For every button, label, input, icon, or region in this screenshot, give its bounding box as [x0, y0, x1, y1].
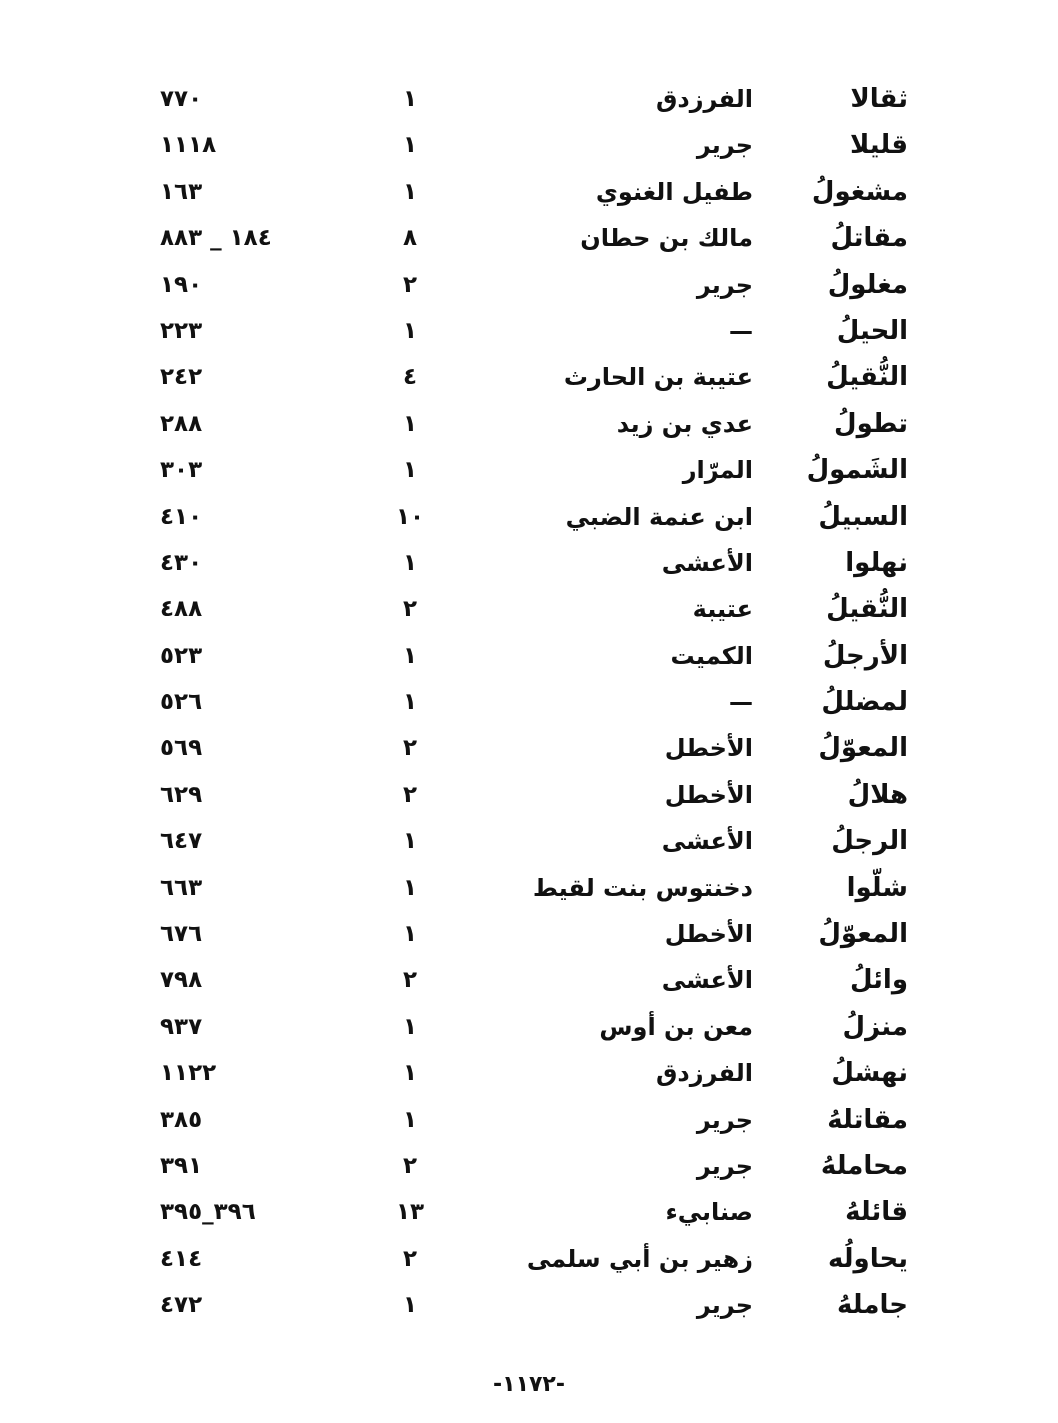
page-ref-cell: ٤١٠ [160, 503, 203, 530]
verse-count-cell: ١ [402, 642, 418, 669]
poet-cell: الكميت [670, 641, 753, 670]
index-row [0, 1004, 1058, 1050]
poet-cell: المرّار [682, 456, 753, 485]
rhyme-index-table [0, 76, 1058, 1329]
poet-cell: الفرزدق [655, 85, 753, 113]
rhyme-cell: منزلُ [842, 1011, 908, 1042]
page-ref-cell: ٣٩١ [160, 1152, 203, 1179]
rhyme-cell: نهشلُ [831, 1058, 908, 1089]
verse-count-cell: ٢ [402, 967, 418, 994]
verse-count-cell: ١ [402, 689, 418, 716]
page-ref-cell: ٧٧٠ [160, 86, 203, 112]
verse-count-cell: ٢ [402, 781, 418, 808]
index-row [0, 679, 1058, 725]
poet-cell: جرير [696, 1291, 753, 1320]
index-row [0, 1282, 1058, 1328]
poet-cell: الأخطل [664, 920, 753, 949]
verse-count-cell: ١ [402, 828, 418, 855]
page-ref-cell: ٥٦٩ [160, 735, 203, 762]
verse-count-cell: ١ [402, 874, 418, 901]
index-row [0, 494, 1058, 540]
rhyme-cell: الرجلُ [831, 826, 908, 857]
rhyme-cell: قليلا [850, 130, 908, 161]
index-row [0, 262, 1058, 308]
page-ref-cell: ٣٩٦_٣٩٥ [160, 1199, 256, 1226]
index-row [0, 865, 1058, 911]
page-ref-cell: ٣٨٥ [160, 1106, 203, 1133]
page-ref-cell: ١٨٤ _ ٨٨٣ [160, 225, 272, 252]
verse-count-cell: ١ [402, 921, 418, 948]
poet-cell: زهير بن أبي سلمى [526, 1244, 753, 1273]
verse-count-cell: ٤ [402, 364, 418, 391]
index-row [0, 169, 1058, 215]
page-ref-cell: ١١٢٢ [160, 1060, 217, 1087]
poet-cell: عدي بن زيد [616, 409, 753, 438]
rhyme-cell: يحاولُه [828, 1243, 908, 1274]
rhyme-cell: السبيلُ [818, 501, 908, 532]
rhyme-cell: مقاتلهُ [827, 1104, 908, 1135]
rhyme-cell: الشَمولُ [806, 455, 908, 486]
index-row [0, 447, 1058, 493]
rhyme-cell: تطولُ [834, 408, 908, 439]
verse-count-cell: ١ [402, 1292, 418, 1319]
index-row [0, 215, 1058, 261]
verse-count-cell: ٢ [402, 735, 418, 762]
poet-cell: ابن عنمة الضبي [565, 502, 753, 531]
index-row [0, 772, 1058, 818]
rhyme-cell: محاملهُ [820, 1150, 908, 1181]
verse-count-cell: ١ [402, 1106, 418, 1133]
page-ref-cell: ٤٨٨ [160, 596, 203, 623]
rhyme-cell: المعوّلُ [818, 919, 908, 950]
index-row [0, 1236, 1058, 1282]
page-ref-cell: ٣٠٣ [160, 457, 203, 484]
index-row [0, 1189, 1058, 1235]
verse-count-cell: ١ [402, 86, 418, 112]
verse-count-cell: ١ [402, 549, 418, 576]
poet-cell: الأعشى [661, 966, 753, 995]
index-row [0, 957, 1058, 1003]
rhyme-cell: ثقالا [850, 84, 908, 114]
verse-count-cell: ١ [402, 457, 418, 484]
page-ref-cell: ٩٣٧ [160, 1013, 203, 1040]
poet-cell: الأعشى [661, 827, 753, 856]
page-ref-cell: ٥٢٦ [160, 689, 203, 716]
poet-cell: جرير [696, 1105, 753, 1134]
verse-count-cell: ١ [402, 132, 418, 159]
page-ref-cell: ٤١٤ [160, 1245, 203, 1272]
page-ref-cell: ٢٤٢ [160, 364, 203, 391]
page-ref-cell: ٤٣٠ [160, 549, 203, 576]
page-ref-cell: ٦٧٦ [160, 921, 203, 948]
page-ref-cell: ٥٢٣ [160, 642, 203, 669]
verse-count-cell: ١ [402, 317, 418, 344]
verse-count-cell: ٢ [402, 1152, 418, 1179]
poet-cell: مالك بن حطان [580, 224, 753, 253]
rhyme-cell: قائلهُ [845, 1197, 908, 1228]
rhyme-cell: مشغولُ [811, 176, 908, 207]
page-ref-cell: ٦٢٩ [160, 781, 203, 808]
page-ref-cell: ٢٨٨ [160, 410, 203, 437]
verse-count-cell: ٨ [402, 225, 418, 252]
poet-cell: جرير [696, 1151, 753, 1180]
poet-cell: دخنتوس بنت لقيط [532, 873, 753, 902]
page-ref-cell: ٦٤٧ [160, 828, 203, 855]
page-ref-cell: ٦٦٣ [160, 874, 203, 901]
index-row [0, 122, 1058, 168]
verse-count-cell: ١ [402, 1060, 418, 1087]
verse-count-cell: ١٠ [395, 503, 425, 530]
verse-count-cell: ١ [402, 410, 418, 437]
page-number: -١١٧٢- [493, 1372, 565, 1397]
rhyme-cell: لمضللُ [821, 687, 908, 718]
poet-cell: الأخطل [664, 780, 753, 809]
poet-cell: عتيبة [692, 595, 753, 624]
rhyme-cell: المعوّلُ [818, 733, 908, 764]
index-row [0, 76, 1058, 122]
index-row [0, 308, 1058, 354]
verse-count-cell: ٢ [402, 596, 418, 623]
page-ref-cell: ٢٢٣ [160, 317, 203, 344]
index-row [0, 1050, 1058, 1096]
poet-cell: جرير [696, 131, 753, 160]
index-row [0, 911, 1058, 957]
index-row [0, 1097, 1058, 1143]
verse-count-cell: ١ [402, 178, 418, 205]
page-ref-cell: ٤٧٢ [160, 1292, 203, 1319]
rhyme-cell: الحيلُ [836, 315, 908, 346]
rhyme-cell: النُّقيلُ [826, 362, 908, 393]
rhyme-cell: هلالُ [847, 779, 908, 810]
rhyme-cell: مغلولُ [827, 269, 908, 300]
poet-cell: صنابيء [665, 1198, 753, 1227]
verse-count-cell: ١ [402, 1013, 418, 1040]
index-row [0, 354, 1058, 400]
poet-cell: الأعشى [661, 548, 753, 577]
page-ref-cell: ١٩٠ [160, 271, 203, 298]
index-row [0, 401, 1058, 447]
poet-cell: طفيل الغنوي [595, 177, 753, 206]
rhyme-cell: مقاتلُ [830, 223, 908, 254]
verse-count-cell: ٢ [402, 271, 418, 298]
poet-cell: الأخطل [664, 734, 753, 763]
verse-count-cell: ١٣ [395, 1199, 425, 1226]
poet-cell: معن بن أوس [599, 1012, 753, 1041]
index-row [0, 818, 1058, 864]
rhyme-cell: الأرجلُ [822, 640, 908, 671]
index-row [0, 633, 1058, 679]
verse-count-cell: ٢ [402, 1245, 418, 1272]
index-row [0, 1143, 1058, 1189]
rhyme-cell: النُّقيلُ [826, 594, 908, 625]
rhyme-cell: شلّوا [846, 872, 908, 903]
poet-cell: عتيبة بن الحارث [563, 363, 753, 392]
page-ref-cell: ١١١٨ [160, 132, 217, 159]
rhyme-cell: نهلوا [845, 547, 908, 578]
index-row [0, 540, 1058, 586]
poet-cell: — [729, 688, 753, 717]
index-row [0, 725, 1058, 771]
rhyme-cell: جاملهُ [837, 1290, 908, 1321]
rhyme-cell: وائلُ [849, 965, 908, 996]
poet-cell: جرير [696, 270, 753, 299]
poet-cell: الفرزدق [655, 1059, 753, 1088]
index-row [0, 586, 1058, 632]
page-ref-cell: ١٦٣ [160, 178, 203, 205]
poet-cell: — [729, 316, 753, 345]
page-ref-cell: ٧٩٨ [160, 967, 203, 994]
